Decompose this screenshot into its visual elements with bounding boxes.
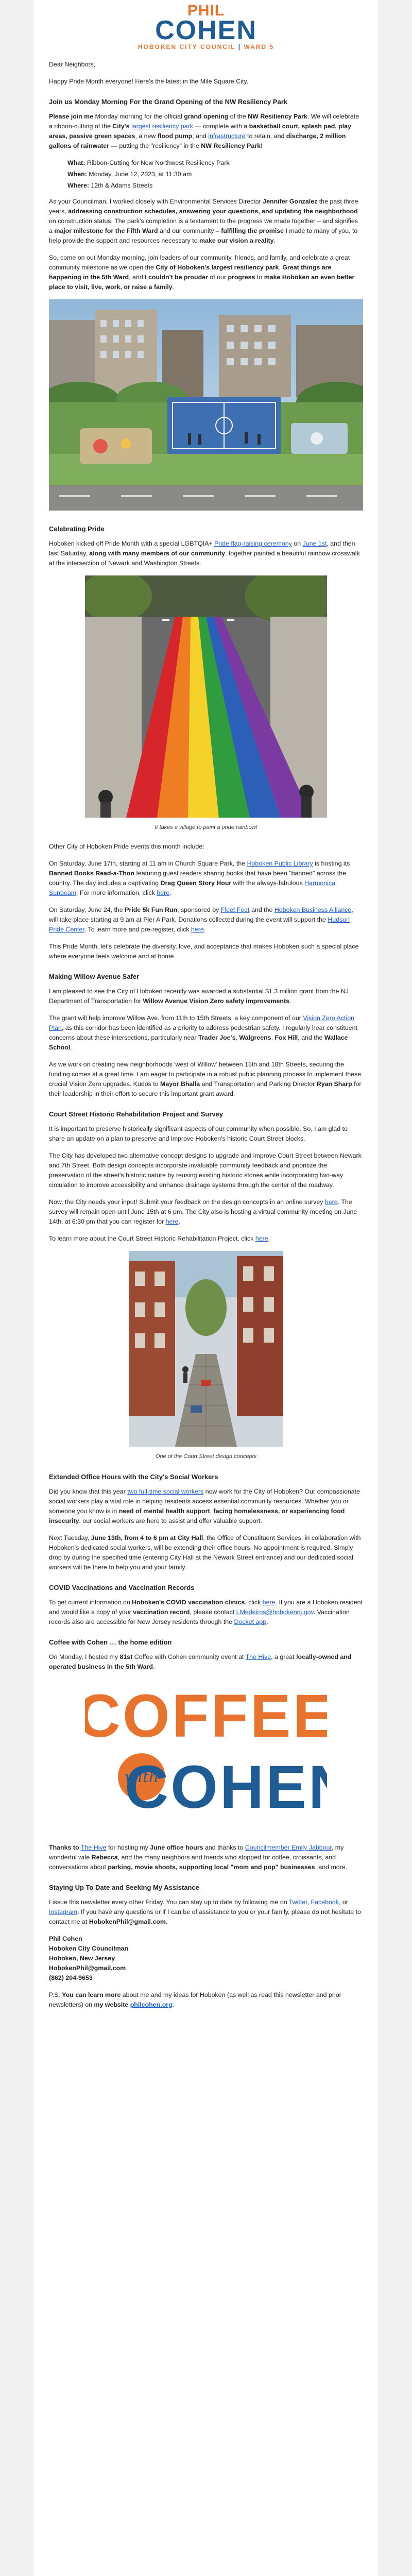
logo-cohen-text: COHE [124, 1753, 308, 1821]
coffee-p1: On Monday, I hosted my 81st Coffee with Cohen community event at The Hive, a great locally-owned and operated business in the 5th Ward. [49, 1653, 352, 1670]
pride-p3: On Saturday, June 17th, starting at 11 am in Church Square Park, the Hoboken Public Library is hosting its Banned Books Read-a-Thon featuring guest readers sharing books that have been "banned" across the country. The day includes a captivating Drag Queen Story Hour with the always-fabulous Harmonica Sunbeam. For more information, click here. [49, 860, 350, 896]
court-p4: To learn more about the Court Street Historic Rehabilitation Project, click here. [49, 1235, 270, 1242]
willow-p2: The grant will help improve Willow Ave. from 11th to 15th Streets, a key component of our Vision Zero Action Plan, as this corridor has been identified as a priority to address pedestrian safety. I regularly hear constituent concerns about these intersections, particularly near Trader Joe's, Walgreens, Fox Hill, and the Wallace School. [49, 1014, 357, 1051]
willow-p3: As we work on creating new neighborhoods 'west of Willow' between 15th and 18th Streets, securing the funding comes at a great time. I am eager to participate in a robust public planning process to implement these crucial Vision Zero upgrades. Kudos to Mayor Bhalla and Transportation and Parking Director Ryan Sharp for their leadership in their effort to secure this important grant award. [49, 1061, 362, 1097]
event-when: When: Monday, June 12, 2023, at 11:30 am [67, 171, 192, 178]
hoboken-business-alliance-link[interactable]: Hoboken Business Alliance [274, 906, 352, 913]
section-resiliency-title: Join us Monday Morning For the Grand Opening of the NW Resiliency Park [49, 98, 287, 106]
social-p1: Did you know that this year two full-time social workers now work for the City of Hoboken? Our compassionate social workers play a vital role in helping residents access essential community resources. Whether you or someone you know is in need of mental health support, facing homelessness, or experiencing food insecurity, our social workers are here to assist and offer valuable support. [49, 1488, 360, 1524]
masthead-subtitle [33, 43, 379, 50]
staying-p1: I issue this newsletter every other Friday. You can stay up to date by following me on Twitter, Facebook, or Instagram. If you have any questions or if I can be of assistance to you or your family, please do not hesitate to contact me at HobokenPhil@gmail.com. [49, 1899, 361, 1925]
philcohen-website-link[interactable]: philcohen.org [130, 2001, 173, 2008]
resiliency-p1: Please join me Monday morning for the official grand opening of the NW Resiliency Park. We will celebrate a ribbon-cutting of the City's largest resiliency park — complete with a basketball court, splash pad, play areas, passive green spaces, a new flood pump, and infrastructure to retain, and discharge, 2 million gallons of rainwater — putting the "resiliency" in the NW Resiliency Park! [49, 113, 359, 149]
hudson-pride-center-link[interactable]: Hudson Pride Center [49, 916, 350, 933]
greeting: Dear Neighbors, [49, 61, 96, 68]
pride-flag-raising-link[interactable]: Pride flag-raising ceremony [214, 540, 292, 547]
section-social-workers-title: Extended Office Hours with the City's Social Workers [49, 1473, 218, 1481]
fun-run-here-link[interactable]: here [191, 926, 204, 933]
the-hive-link[interactable]: The Hive [245, 1653, 271, 1660]
largest-resiliency-park-link[interactable]: largest resiliency park [131, 123, 193, 130]
pride-p1: Hoboken kicked off Pride Month with a special LGBTQIA+ Pride flag-raising ceremony on June 1st, and then last Saturday, along with many members of our community, together painted a beautiful rainbow crosswalk at the intersection of Newark and Washington Streets. [49, 540, 360, 567]
coffee-with-cohen-logo [49, 1679, 363, 1837]
newsletter-card [33, 0, 379, 2576]
section-pride-title: Celebrating Pride [49, 525, 105, 533]
sig-name: Phil Cohen [49, 1935, 82, 1942]
hoboken-public-library-link[interactable]: Hoboken Public Library [247, 860, 313, 867]
masthead [33, 0, 379, 55]
pride-p4: On Saturday, June 24, the Pride 5k Fun Run, sponsored by Fleet Feet and the Hoboken Business Alliance, will take place starting at 9 am at Pier A Park. Donations collected during the event will support the Hudson Pride Center. To learn more and pre-register, click here. [49, 906, 353, 933]
harmonica-sunbeam-link[interactable]: Harmonica Sunbeam [49, 879, 336, 896]
coffee-p2: Thanks to The Hive for hosting my June office hours and thanks to Councilmember Emily Jabbour, my wonderful wife Rebecca, and the many neighbors and friends who stopped for coffee, croissants, and conversations about parking, movie shoots, supporting local "mom and pop" businesses, and more. [49, 1844, 348, 1871]
section-court-street-title: Court Street Historic Rehabilitation Project and Survey [49, 1110, 224, 1118]
signature [49, 1934, 363, 1983]
twitter-link[interactable]: Twitter [288, 1899, 307, 1906]
sig-city: Hoboken, New Jersey [49, 1955, 115, 1962]
resiliency-p2: As your Councilman, I worked closely with Environmental Services Director Jennifer Gonzalez the past three years, addressing construction schedules, answering your questions, and updating the neighborhood on construction status. The park's completion is a testament to the progress we made together – and signifies a major milestone for the Fifth Ward and our community – fulfilling the promise I made to many of you, to help provide the support and resources necessary to make our vision a reality. [49, 198, 358, 244]
the-hive-link-2[interactable]: The Hive [80, 1844, 107, 1851]
meeting-register-here-link[interactable]: here [165, 1218, 179, 1225]
newsletter-body [33, 55, 379, 2010]
readathon-here-link[interactable]: here [157, 889, 170, 896]
section-willow-title: Making Willow Avenue Safer [49, 973, 140, 980]
intro: Happy Pride Month everyone! Here's the latest in the Mile Square City. [49, 78, 249, 85]
postscript: P.S. You can learn more about me and my ideas for Hoboken (as well as read this newsletter and prior newsletters) on my website philcohen.org. [49, 1991, 341, 2008]
court-p1: It is important to preserve historically significant aspects of our community when possible. So, I am glad to share an update on a plan to preserve and improve Hoboken's historic Court Street blocks. [49, 1125, 348, 1142]
event-what: What: Ribbon-Cutting for New Northwest Resiliency Park [67, 159, 230, 166]
court-p3: Now, the City needs your input! Submit your feedback on the design concepts in an online survey here. The survey will remain open until June 15th at 6 pm. The City also is hosting a virtual community meeting on June 14th, at 6:30 pm that you can register for here. [49, 1198, 357, 1225]
resiliency-p3: So, come on out Monday morning, join leaders of our community, friends, and family, and celebrate a great community milestone as we open the City of Hoboken's largest resiliency park. Great things are happening in the 5th Ward, and I couldn't be prouder of our progress to make Hoboken an even better place to visit, live, work, or raise a family. [49, 254, 355, 291]
masthead-separator: | [238, 43, 242, 50]
councilmember-jabbour-link[interactable]: Councilmember Emily Jabbour [245, 1844, 332, 1851]
instagram-link[interactable]: Instagram [49, 1908, 78, 1916]
court-street-caption: One of the Court Street design concepts [155, 1453, 257, 1460]
sig-email: HobokenPhil@gmail.com [49, 1964, 126, 1972]
june-1st-link[interactable]: June 1st [302, 540, 327, 547]
vision-zero-action-plan-link[interactable]: Vision Zero Action Plan [49, 1014, 354, 1031]
sig-phone: (862) 204-9653 [49, 1974, 93, 1981]
logo-with-text: with [124, 1768, 159, 1786]
lmedeiros-email-link[interactable]: LMedeiros@hobokennj.gov [236, 1608, 314, 1616]
event-details [49, 158, 363, 191]
survey-here-link[interactable]: here [324, 1198, 338, 1206]
section-covid-title: COVID Vaccinations and Vaccination Records [49, 1584, 195, 1591]
logo-coffee-text: COFFEE [85, 1682, 327, 1750]
two-social-workers-link[interactable]: two full-time social workers [127, 1488, 204, 1495]
event-where: Where: 12th & Adams Streets [67, 182, 153, 189]
covid-clinics-here-link[interactable]: here [262, 1599, 276, 1606]
infrastructure-link[interactable]: infrastructure [208, 132, 246, 140]
section-staying-up-to-date-title: Staying Up To Date and Seeking My Assistance [49, 1884, 199, 1891]
sig-title: Hoboken City Councilman [49, 1945, 129, 1952]
court-project-here-link[interactable]: here [255, 1235, 268, 1242]
willow-p1: I am pleased to see the City of Hoboken recently was awarded a substantial $1.3 million grant from the NJ Department of Transportation for Willow Avenue Vision Zero safety improvements. [49, 988, 349, 1005]
rainbow-caption: It takes a village to paint a pride rainbow! [154, 824, 258, 831]
resiliency-park-photo [49, 299, 363, 514]
social-p2: Next Tuesday, June 13th, from 4 to 6 pm at City Hall, the Office of Constituent Services, in collaboration with Hoboken's dedicated social workers, will be extending their office hours. No appointment is required. Simply drop by during the specified time (entering City Hall at the Newark Street entrance) and our dedicated social workers will be there to help you and your family. [49, 1534, 361, 1571]
rainbow-crosswalk-photo [49, 575, 363, 821]
masthead-council: HOBOKEN CITY COUNCIL [138, 43, 236, 50]
masthead-cohen: COHEN [155, 15, 257, 45]
pride-p5: This Pride Month, let's celebrate the diversity, love, and acceptance that makes Hoboken such a special place where everyone feels welcome and at home. [49, 943, 359, 960]
fleet-feet-link[interactable]: Fleet Feet [220, 906, 250, 913]
docket-app-link[interactable]: Docket app [234, 1618, 267, 1625]
masthead-ward: WARD 5 [244, 43, 274, 50]
court-p2: The City has developed two alternative concept designs to upgrade and improve Court Street between Newark and 7th Street. Both design concepts incorporate invaluable community feedback and prioritize the preservation of the street's historic nature by reusing existing historic stones while incorporating two-way circulation to improve accessibility and enhance drainage systems through the center of the roadway. [49, 1152, 362, 1189]
covid-p1: To get current information on Hoboken's COVID vaccination clinics, click here. If you are a Hoboken resident and would like a copy of your vaccination record, please contact LMedeiros@hobokennj.gov. Vaccination records also are accessible for New Jersey residents through the Docket app. [49, 1599, 363, 1625]
masthead-phil: PHIL [187, 2, 225, 19]
pride-p2: Other City of Hoboken Pride events this month include: [49, 843, 204, 850]
court-street-design-photo [49, 1251, 363, 1450]
section-coffee-title: Coffee with Cohen … the home edition [49, 1638, 172, 1646]
facebook-link[interactable]: Facebook [311, 1899, 339, 1906]
